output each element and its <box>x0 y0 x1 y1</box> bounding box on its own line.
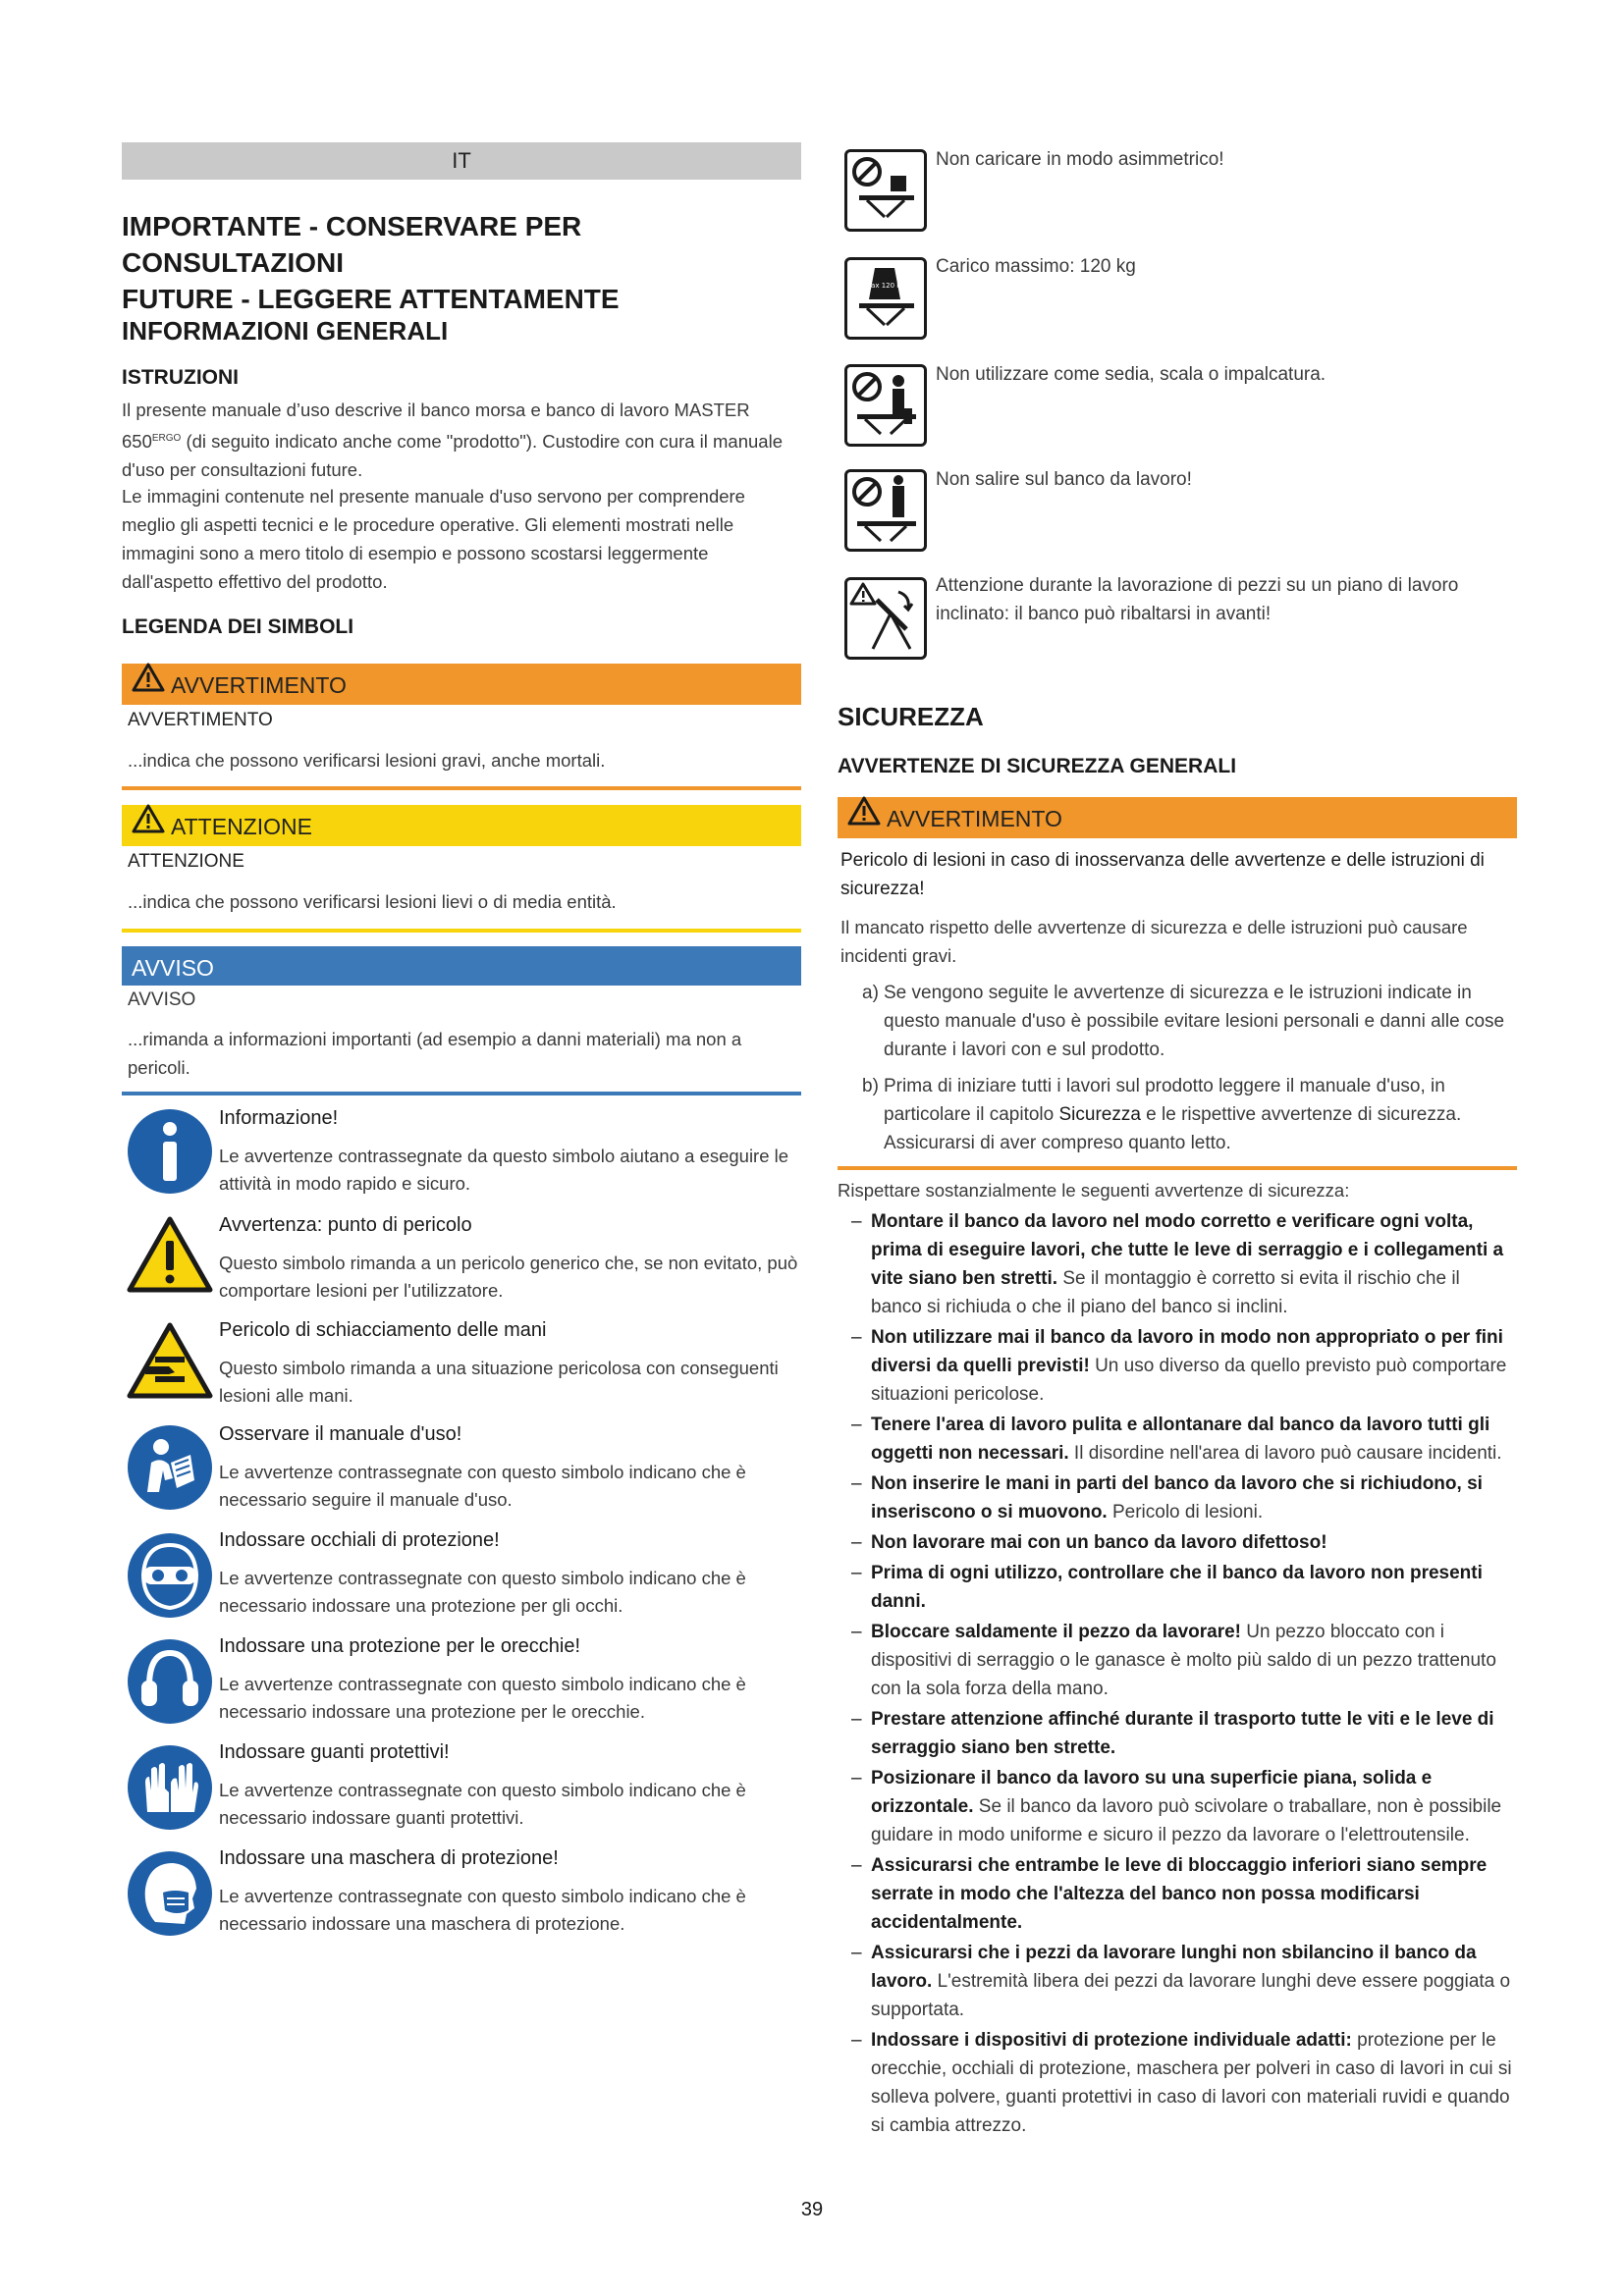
bullet-bold: Bloccare saldamente il pezzo da lavorare! <box>871 1622 1241 1642</box>
safety-item-b-text-1: Prima di iniziare tutti i lavori sul prodotto leggere il manuale d'uso, in particolare il capitolo <box>884 1076 1445 1125</box>
warning-icon <box>126 1215 214 1299</box>
notice-text: ...rimanda a informazioni importanti (ad esempio a danni materiali) ma non a pericoli. <box>128 1029 742 1078</box>
bullet-text: Se il montaggio è corretto si evita il rischio che il banco si richiuda o che il piano del banco si inclini. <box>871 1268 1460 1317</box>
safety-warning-triangle-icon <box>847 796 881 839</box>
bullet-bold: Montare il banco da lavoro nel modo corretto e verificare ogni volta, prima di eseguire lavori, che tutte le leve di serraggio e i collegamenti a vite siano ben stretti. <box>871 1211 1504 1289</box>
symbol-title: Informazione! <box>219 1107 339 1129</box>
bullet-text: Un pezzo bloccato con i dispositivi di serraggio o le ganasce è molto più saldo di un pezzo trattenuto con la sola forza della mano. <box>871 1622 1496 1699</box>
warning-banner-label: AVVERTIMENTO <box>171 672 347 698</box>
instructions-heading: ISTRUZIONI <box>122 366 239 389</box>
page-number: 39 <box>800 2199 824 2220</box>
pictogram-text: Carico massimo: 120 kg <box>936 256 1136 277</box>
instructions-paragraph-1 <box>122 396 799 484</box>
symbol-text: Le avvertenze contrassegnate con questo simbolo indicano che è necessario seguire il manuale d'uso. <box>219 1462 746 1510</box>
general-safety-heading: AVVERTENZE DI SICUREZZA GENERALI <box>838 755 1237 777</box>
symbol-text: Le avvertenze contrassegnate da questo simbolo aiutano a eseguire le attività in modo rapido e sicuro. <box>219 1146 789 1194</box>
safety-item-a-text: Se vengono seguite le avvertenze di sicurezza e le istruzioni indicate in questo manuale d'uso è possibile evitare lesioni personali e danni alle cose durante i lavori con e sul prodotto. <box>884 983 1505 1060</box>
safety-item-b-bold: Sicurezza <box>1058 1104 1141 1125</box>
max-load-icon <box>844 257 927 340</box>
manual-icon <box>126 1423 214 1517</box>
hand-crush-icon <box>126 1321 214 1405</box>
safety-item-b-label: b) <box>862 1076 879 1096</box>
symbol-text: Questo simbolo rimanda a un pericolo generico che, se non evitato, può comportare lesioni per l'utilizzatore. <box>219 1253 798 1301</box>
bullet-bold: Tenere l'area di lavoro pulita e allontanare dal banco da lavoro tutti gli oggetti non necessari. <box>871 1415 1490 1464</box>
pictogram-text: Non salire sul banco da lavoro! <box>936 469 1192 490</box>
caution-banner-label: ATTENZIONE <box>171 814 312 839</box>
notice-rule <box>122 1092 801 1095</box>
language-bar <box>122 142 801 180</box>
list-item <box>838 1323 1515 1409</box>
warning-text: ...indica che possono verificarsi lesioni gravi, anche mortali. <box>128 750 606 771</box>
symbol-title: Pericolo di schiacciamento delle mani <box>219 1319 547 1341</box>
instructions-paragraph-2: Le immagini contenute nel presente manuale d'uso servono per comprendere meglio gli aspetti tecnici e le procedure operative. Gli elementi mostrati nelle immagini sono a mero titolo di esempio e possono scostarsi leggermente dall'aspetto effettivo del prodotto. <box>122 486 745 592</box>
bullet-text: Pericolo di lesioni. <box>1107 1502 1264 1522</box>
bullet-bold: Assicurarsi che i pezzi da lavorare lunghi non sbilancino il banco da lavoro. <box>871 1943 1477 1992</box>
list-item <box>838 1411 1515 1468</box>
bullet-text: protezione per le orecchie, occhiali di protezione, maschera per polveri in caso di lavori in cui si solleva polvere, guanti protettivi in caso di lavori con materiali ruvidi e quando si cambia attrezzo. <box>871 2030 1512 2136</box>
list-item <box>838 1764 1515 1849</box>
title-line-1: IMPORTANTE - CONSERVARE PER CONSULTAZIONI <box>122 211 582 278</box>
ear-protection-icon <box>126 1637 214 1731</box>
caution-label: ATTENZIONE <box>128 851 244 872</box>
instructions-p1-b: (di seguito indicato anche come "prodotto"). Custodire con cura il manuale d'uso per consultazioni future. <box>122 431 783 481</box>
safety-item-b <box>840 1072 1514 1157</box>
safety-bullet-list <box>838 1207 1515 2142</box>
symbol-text: Questo simbolo rimanda a una situazione pericolosa con conseguenti lesioni alle mani. <box>219 1358 779 1406</box>
symbol-text: Le avvertenze contrassegnate con questo simbolo indicano che è necessario indossare una protezione per gli occhi. <box>219 1568 746 1616</box>
instructions-p1-a: Il presente manuale d’uso descrive il banco morsa e banco di lavoro MASTER 650 <box>122 400 750 453</box>
safety-bold-text: Pericolo di lesioni in caso di inosservanza delle avvertenze e delle istruzioni di sicurezza! <box>840 850 1485 899</box>
legend-heading: LEGENDA DEI SIMBOLI <box>122 615 354 638</box>
warning-label: AVVERTIMENTO <box>128 710 273 730</box>
bullet-text: Il disordine nell'area di lavoro può causare incidenti. <box>1068 1443 1502 1464</box>
symbol-text: Le avvertenze contrassegnate con questo simbolo indicano che è necessario indossare una maschera di protezione. <box>219 1886 746 1934</box>
list-item <box>838 1469 1515 1526</box>
no-sitting-icon <box>844 364 927 447</box>
bullet-text: Un uso diverso da quello previsto può comportare situazioni pericolose. <box>871 1356 1507 1405</box>
symbol-title: Indossare occhiali di protezione! <box>219 1529 500 1551</box>
bullet-bold: Indossare i dispositivi di protezione individuale adatti: <box>871 2030 1352 2051</box>
list-item <box>838 1618 1515 1703</box>
caution-triangle-icon <box>132 804 165 847</box>
safety-item-a-label: a) <box>862 983 879 1003</box>
title-line-2: FUTURE - LEGGERE ATTENTAMENTE <box>122 284 620 314</box>
pictogram-text: Non caricare in modo asimmetrico! <box>936 149 1224 170</box>
weight-label: max 120 kg <box>864 282 905 290</box>
bullet-text: Se il banco da lavoro può scivolare o traballare, non è possibile guidare in modo uniforme e sicuro il pezzo da lavorare o l'elettroutensile. <box>871 1796 1502 1845</box>
caution-text: ...indica che possono verificarsi lesioni lievi o di media entità. <box>128 891 617 912</box>
safety-heading: SICUREZZA <box>838 702 984 731</box>
bullet-text: L'estremità libera dei pezzi da lavorare lunghi deve essere poggiata o supportata. <box>871 1971 1511 2020</box>
list-item <box>838 1939 1515 2024</box>
general-info-heading: INFORMAZIONI GENERALI <box>122 316 449 346</box>
tipping-warning-icon <box>844 577 927 660</box>
safety-text: Il mancato rispetto delle avvertenze di sicurezza e delle istruzioni può causare incidenti gravi. <box>840 917 1468 966</box>
symbol-title: Avvertenza: punto di pericolo <box>219 1214 472 1236</box>
gloves-icon <box>126 1743 214 1837</box>
list-item <box>838 1207 1515 1321</box>
list-item <box>838 1559 1515 1616</box>
symbol-text: Le avvertenze contrassegnate con questo simbolo indicano che è necessario indossare guanti protettivi. <box>219 1780 746 1828</box>
observe-text: Rispettare sostanzialmente le seguenti avvertenze di sicurezza: <box>838 1180 1350 1201</box>
list-item <box>838 1851 1515 1937</box>
safety-warning-banner <box>838 797 1517 838</box>
safety-rule <box>838 1166 1517 1170</box>
symbol-title: Indossare guanti protettivi! <box>219 1741 450 1763</box>
safety-item-b-text-2: e le rispettive avvertenze di sicurezza. Assicurarsi di aver compreso quanto letto. <box>884 1104 1462 1153</box>
list-item <box>838 1705 1515 1762</box>
symbol-text: Le avvertenze contrassegnate con questo simbolo indicano che è necessario indossare una protezione per le orecchie. <box>219 1674 746 1722</box>
ergo-superscript: ERGO <box>151 433 182 444</box>
warning-rule <box>122 786 801 790</box>
notice-label: AVVISO <box>128 989 196 1010</box>
list-item <box>838 1528 1515 1557</box>
safety-item-a <box>840 979 1514 1064</box>
info-icon <box>126 1107 214 1201</box>
bullet-bold: Prima di ogni utilizzo, controllare che il banco da lavoro non presenti danni. <box>871 1563 1483 1612</box>
pictogram-text: Non utilizzare come sedia, scala o impalcatura. <box>936 364 1326 385</box>
notice-banner-label: AVVISO <box>132 955 214 981</box>
symbol-title: Indossare una protezione per le orecchie! <box>219 1635 581 1657</box>
bullet-bold: Posizionare il banco da lavoro su una superficie piana, solida e orizzontale. <box>871 1768 1433 1817</box>
bullet-bold: Non lavorare mai con un banco da lavoro difettoso! <box>871 1532 1327 1553</box>
language-label: IT <box>452 148 471 173</box>
caution-banner <box>122 805 801 846</box>
mask-icon <box>126 1849 214 1943</box>
goggles-icon <box>126 1531 214 1625</box>
no-asymmetric-load-icon <box>844 149 927 232</box>
pictogram-text: Attenzione durante la lavorazione di pezzi su un piano di lavoro inclinato: il banco può ribaltarsi in avanti! <box>936 575 1459 624</box>
warning-banner <box>122 664 801 705</box>
notice-banner <box>122 946 801 986</box>
bullet-bold: Prestare attenzione affinché durante il trasporto tutte le viti e le leve di serraggio siano ben strette. <box>871 1709 1494 1758</box>
warning-triangle-icon <box>132 663 165 706</box>
list-item <box>838 2026 1515 2140</box>
symbol-title: Indossare una maschera di protezione! <box>219 1847 559 1869</box>
page-title <box>122 208 809 317</box>
symbol-title: Osservare il manuale d'uso! <box>219 1423 462 1445</box>
bullet-bold: Assicurarsi che entrambe le leve di bloccaggio inferiori siano sempre serrate in modo che l'altezza del banco non possa modificarsi accidentalmente. <box>871 1855 1488 1933</box>
bullet-bold: Non inserire le mani in parti del banco da lavoro che si richiudono, si inseriscono o si muovono. <box>871 1473 1483 1522</box>
caution-rule <box>122 929 801 933</box>
bullet-bold: Non utilizzare mai il banco da lavoro in modo non appropriato o per fini diversi da quelli previsti! <box>871 1327 1503 1376</box>
safety-banner-label: AVVERTIMENTO <box>887 806 1062 831</box>
no-standing-icon <box>844 469 927 552</box>
safety-ab-list <box>840 979 1514 1165</box>
